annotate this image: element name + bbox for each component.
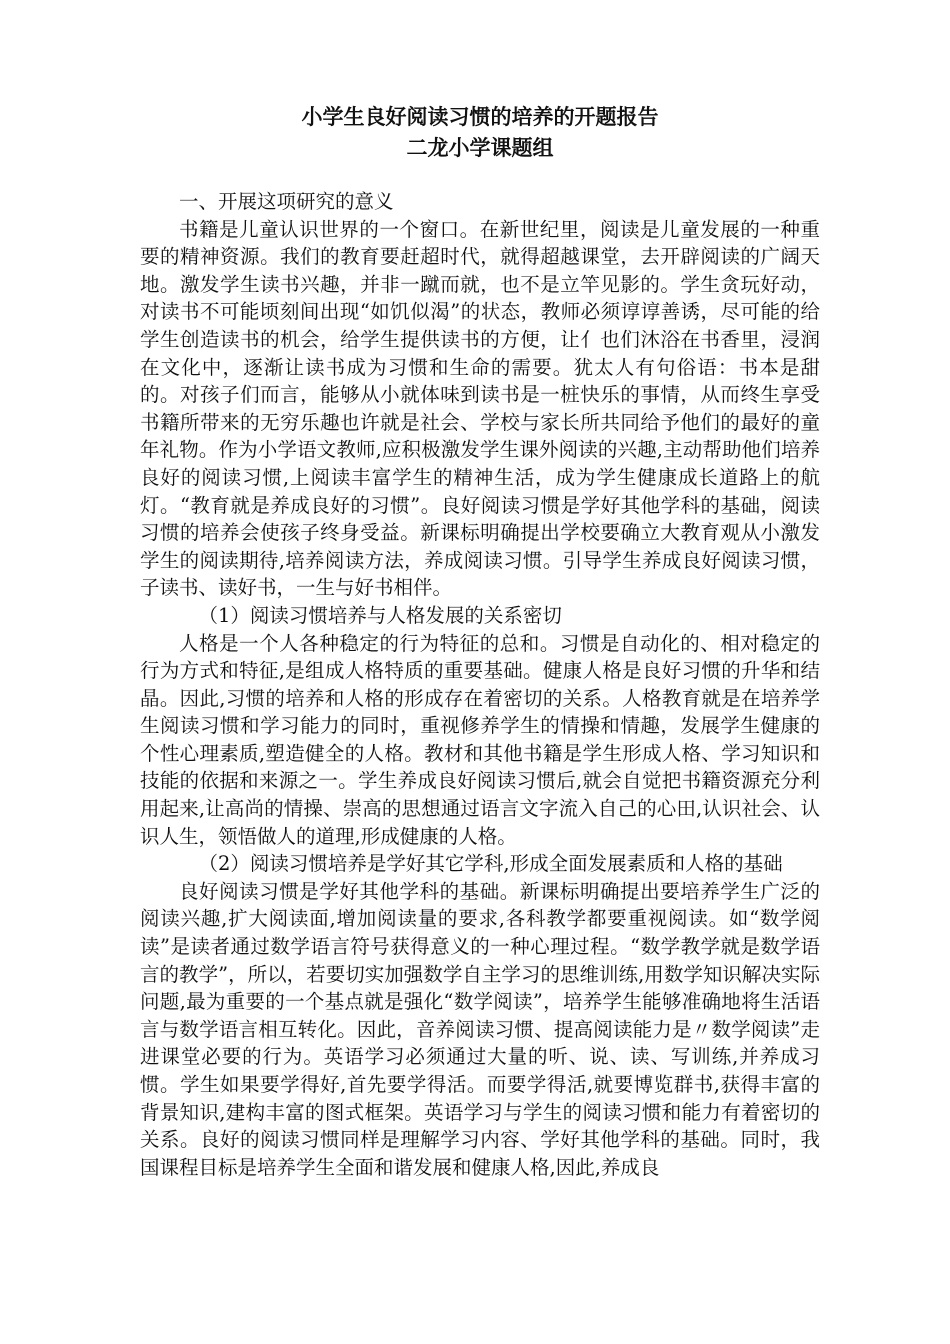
document-title: 小学生良好阅读习惯的培养的开题报告 [301, 105, 659, 129]
paragraph: 人格是一个人各种稳定的行为特征的总和。习惯是自动化的、相对稳定的行为方式和特征,是组成人格特质的重要基础。健康人格是良好习惯的升华和结晶。因此,习惯的培养和人格的形成存在着密切的关系。人格教育就是在培养学生阅读习惯和学习能力的同时，重视修养学生的情操和情趣，发展学生健康的个性心理素质,塑造健全的人格。教材和其他书籍是学生形成人格、学习知识和技能的依据和来源之一。学生养成良好阅读习惯后,就会自觉把书籍资源充分利用起来,让高尚的情操、崇高的思想通过语言文字流入自己的心田,认识社会、认识人生，领悟做人的道理,形成健康的人格。 [140, 631, 820, 848]
document-body [140, 188, 820, 1181]
document-subtitle: 二龙小学课题组 [406, 136, 554, 160]
paragraph: 良好阅读习惯是学好其他学科的基础。新课标明确提出要培养学生广泛的阅读兴趣,扩大阅读面,增加阅读量的要求,各科教学都要重视阅读。如“数学阅读”是读者通过数学语言符号获得意义的一种心理过程。“数学教学就是数学语言的教学”，所以，若要切实加强数学自主学习的思维训练,用数学知识解决实际问题,最为重要的一个基点就是强化“数学阅读”，培养学生能够准确地将生活语言与数学语言相互转化。因此，音养阅读习惯、提高阅读能力是〃数学阅读”走进课堂必要的行为。英语学习必须通过大量的听、说、读、写训练,并养成习惯。学生如果要学得好,首先要学得活。而要学得活,就要博览群书,获得丰富的背景知识,建构丰富的图式框架。英语学习与学生的阅读习惯和能力有着密切的关系。良好的阅读习惯同样是理解学习内容、学好其他学科的基础。同时，我国课程目标是培养学生全面和谐发展和健康人格,因此,养成良 [140, 879, 820, 1179]
subsection-heading: （2）阅读习惯培养是学好其它学科,形成全面发展素质和人格的基础 [198, 852, 783, 876]
subsection-heading: （1）阅读习惯培养与人格发展的关系密切 [198, 603, 562, 627]
paragraph: 书籍是儿童认识世界的一个窗口。在新世纪里，阅读是儿童发展的一种重要的精神资源。我们的教育要赶超时代，就得超越课堂，去开辟阅读的广阔天地。激发学生读书兴趣，并非一蹴而就，也不是立竿见影的。学生贪玩好动，对读书不可能顷刻间出现“如饥似渴”的状态，教师必须谆谆善诱，尽可能的给学生创造读书的机会，给学生提供读书的方便，让亻也们沐浴在书香里，浸润在文化中，逐渐让读书成为习惯和生命的需要。犹太人有句俗语：书本是甜的。对孩子们而言，能够从小就体味到读书是一桩快乐的事情，从而终生享受书籍所带来的无穷乐趣也许就是社会、学校与家长所共同给予他们的最好的童年礼物。作为小学语文教师,应积极激发学生课外阅读的兴趣,主动帮助他们培养良好的阅读习惯,上阅读丰富学生的精神生活，成为学生健康成长道路上的航灯。“教育就是养成良好的习惯”。良好阅读习惯是学好其他学科的基础，阅读习惯的培养会使孩子终身受益。新课标明确提出学校要确立大教育观从小激发学生的阅读期待,培养阅读方法，养成阅读习惯。引导学生养成良好阅读习惯，子读书、读好书，一生与好书相伴。 [140, 217, 820, 600]
document-page [140, 100, 820, 1181]
section-heading: 一、开展这项研究的意义 [179, 190, 394, 213]
